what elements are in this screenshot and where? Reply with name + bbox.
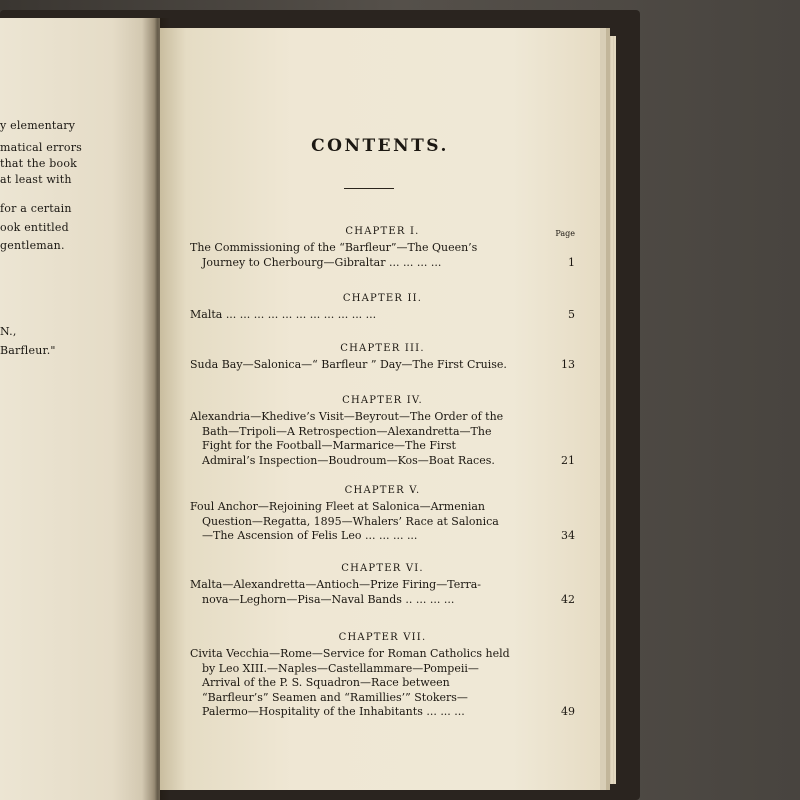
description-line: Suda Bay—Salonica—“ Barfleur ” Day—The First Cruise. xyxy=(190,358,507,371)
chapter-description xyxy=(190,578,575,607)
chapter-description xyxy=(190,358,575,373)
left-text-fragment: for a certain xyxy=(0,202,72,215)
chapter-entry xyxy=(190,485,575,544)
chapter-entry xyxy=(190,563,575,607)
description-line: Journey to Cherbourg—Gibraltar ... ... ... ... xyxy=(202,255,442,269)
chapter-heading: CHAPTER V. xyxy=(344,485,421,496)
chapter-description xyxy=(190,500,575,544)
description-line: Foul Anchor—Rejoining Fleet at Salonica—Armenian xyxy=(190,500,485,513)
description-line: Arrival of the P. S. Squadron—Race between xyxy=(202,676,450,689)
description-line: The Commissioning of the “Barfleur”—The Queen’s xyxy=(190,241,478,254)
chapter-description xyxy=(190,308,575,323)
chapter-entry xyxy=(190,395,575,468)
description-line: Malta ... ... ... ... ... ... ... ... ... ... ... xyxy=(190,308,377,321)
chapter-entry xyxy=(190,632,575,720)
page-number: 13 xyxy=(561,358,575,371)
chapter-description xyxy=(190,647,575,720)
page-number: 42 xyxy=(561,592,575,606)
description-line: Civita Vecchia—Rome—Service for Roman Catholics held xyxy=(190,647,510,660)
description-line: Bath—Tripoli—A Retrospection—Alexandretta—The xyxy=(202,424,492,438)
page-title: CONTENTS. xyxy=(311,136,449,156)
chapter-heading: CHAPTER VII. xyxy=(338,632,427,643)
chapter-entry xyxy=(190,293,575,323)
chapter-description xyxy=(190,410,575,468)
left-text-fragment: Barfleur." xyxy=(0,344,56,357)
left-text-fragment: gentleman. xyxy=(0,239,65,252)
left-text-fragment: y elementary xyxy=(0,119,76,132)
left-text-fragment: matical errors xyxy=(0,141,83,154)
page-number: 21 xyxy=(561,453,575,467)
left-text-fragment: ook entitled xyxy=(0,221,69,234)
chapter-heading: CHAPTER VI. xyxy=(341,563,424,574)
page-column-label: Page xyxy=(555,229,575,238)
chapter-heading: CHAPTER IV. xyxy=(342,395,423,406)
description-line: Malta—Alexandretta—Antioch—Prize Firing—Terra- xyxy=(190,578,481,591)
chapter-heading: CHAPTER III. xyxy=(340,343,425,354)
description-line: Admiral’s Inspection—Boudroum—Kos—Boat Races. xyxy=(202,453,495,467)
description-line: Question—Regatta, 1895—Whalers’ Race at Salonica xyxy=(202,514,499,528)
left-text-fragment: at least with xyxy=(0,173,72,186)
contents-page xyxy=(160,28,600,790)
page-number: 1 xyxy=(568,255,575,269)
page-number: 5 xyxy=(568,308,575,321)
description-line: nova—Leghorn—Pisa—Naval Bands .. ... ... ... xyxy=(202,592,455,606)
chapter-heading: CHAPTER I. xyxy=(345,226,420,237)
description-line: Palermo—Hospitality of the Inhabitants ... ... ... xyxy=(202,705,465,718)
chapter-entry xyxy=(190,226,575,270)
page-number: 49 xyxy=(561,705,575,718)
left-text-fragment: N., xyxy=(0,325,17,338)
description-line: by Leo XIII.—Naples—Castellammare—Pompeii— xyxy=(202,661,479,675)
description-line: “Barfleur’s” Seamen and “Ramillies’” Stokers— xyxy=(202,690,468,704)
description-line: Alexandria—Khedive’s Visit—Beyrout—The Order of the xyxy=(190,410,504,423)
left-text-fragment: that the book xyxy=(0,157,78,170)
description-line: Fight for the Football—Marmarice—The First xyxy=(202,439,456,452)
left-page xyxy=(0,18,160,800)
chapter-heading: CHAPTER II. xyxy=(342,293,423,304)
title-rule xyxy=(344,188,394,189)
chapter-entry xyxy=(190,343,575,373)
description-line: —The Ascension of Felis Leo ... ... ... ... xyxy=(202,529,418,542)
page-number: 34 xyxy=(561,529,575,542)
